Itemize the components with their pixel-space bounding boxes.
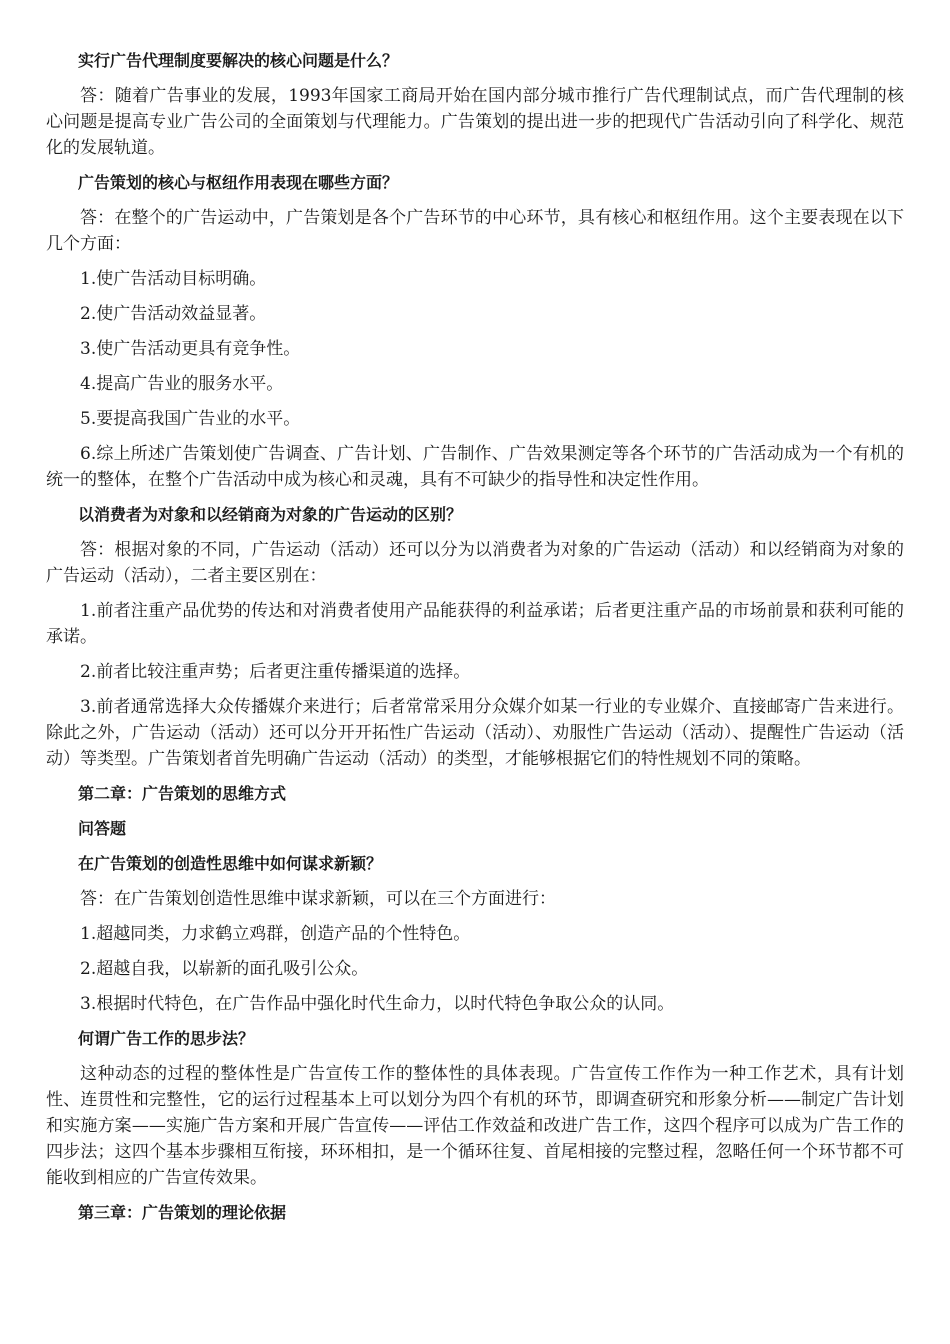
list-item: 3.前者通常选择大众传播媒介来进行；后者常常采用分众媒介如某一行业的专业媒介、直接邮寄广告来进行。除此之外，广告运动（活动）还可以分开开拓性广告运动（活动）、劝服性广告运动（活动）、提醒性广告运动（活动）等类型。广告策划者首先明确广告运动（活动）的类型，才能够根据它们的特性规划不同的策略。 xyxy=(46,697,904,769)
list-item: 5.要提高我国广告业的水平。 xyxy=(80,409,301,429)
chapter-heading: 第三章：广告策划的理论依据 xyxy=(78,1203,287,1222)
section-heading: 问答题 xyxy=(78,819,127,838)
question-heading: 在广告策划的创造性思维中如何谋求新颖？ xyxy=(78,854,383,873)
answer-paragraph: 答：在整个的广告运动中，广告策划是各个广告环节的中心环节，具有核心和枢纽作用。这个主要表现在以下几个方面： xyxy=(46,208,904,254)
list-item: 2.前者比较注重声势；后者更注重传播渠道的选择。 xyxy=(80,662,471,682)
question-heading: 何谓广告工作的思步法？ xyxy=(78,1029,255,1048)
answer-paragraph: 这种动态的过程的整体性是广告宣传工作的整体性的具体表现。广告宣传工作作为一种工作艺术，具有计划性、连贯性和完整性，它的运行过程基本上可以划分为四个有机的环节，即调查研究和形象分析——制定广告计划和实施方案——实施广告方案和开展广告宣传——评估工作效益和改进广告工作，这四个程序可以成为广告工作的四步法；这四个基本步骤相互衔接，环环相扣，是一个循环往复、首尾相接的完整过程，忽略任何一个环节都不可能收到相应的广告宣传效果。 xyxy=(46,1064,904,1188)
answer-paragraph: 答：随着广告事业的发展，1993年国家工商局开始在国内部分城市推行广告代理制试点，而广告代理制的核心问题是提高专业广告公司的全面策划与代理能力。广告策划的提出进一步的把现代广告活动引向了科学化、规范化的发展轨道。 xyxy=(46,86,904,158)
list-item: 4.提高广告业的服务水平。 xyxy=(80,374,284,394)
list-item: 6.综上所述广告策划使广告调查、广告计划、广告制作、广告效果测定等各个环节的广告活动成为一个有机的统一的整体，在整个广告活动中成为核心和灵魂，具有不可缺少的指导性和决定性作用。 xyxy=(46,444,904,490)
question-heading: 实行广告代理制度要解决的核心问题是什么？ xyxy=(78,51,399,70)
question-heading: 以消费者为对象和以经销商为对象的广告运动的区别？ xyxy=(78,505,463,524)
question-heading: 广告策划的核心与枢纽作用表现在哪些方面？ xyxy=(78,173,399,192)
list-item: 3.使广告活动更具有竞争性。 xyxy=(80,339,301,359)
list-item: 3.根据时代特色，在广告作品中强化时代生命力，以时代特色争取公众的认同。 xyxy=(80,994,675,1014)
list-item: 2.使广告活动效益显著。 xyxy=(80,304,267,324)
answer-paragraph: 答：在广告策划创造性思维中谋求新颖，可以在三个方面进行： xyxy=(80,889,556,909)
list-item: 1.前者注重产品优势的传达和对消费者使用产品能获得的利益承诺；后者更注重产品的市场前景和获利可能的承诺。 xyxy=(46,601,904,647)
list-item: 2.超越自我，以崭新的面孔吸引公众。 xyxy=(80,959,369,979)
list-item: 1.超越同类，力求鹤立鸡群，创造产品的个性特色。 xyxy=(80,924,471,944)
list-item: 1.使广告活动目标明确。 xyxy=(80,269,267,289)
answer-paragraph: 答：根据对象的不同，广告运动（活动）还可以分为以消费者为对象的广告运动（活动）和以经销商为对象的广告运动（活动），二者主要区别在： xyxy=(46,540,904,586)
chapter-heading: 第二章：广告策划的思维方式 xyxy=(78,784,287,803)
